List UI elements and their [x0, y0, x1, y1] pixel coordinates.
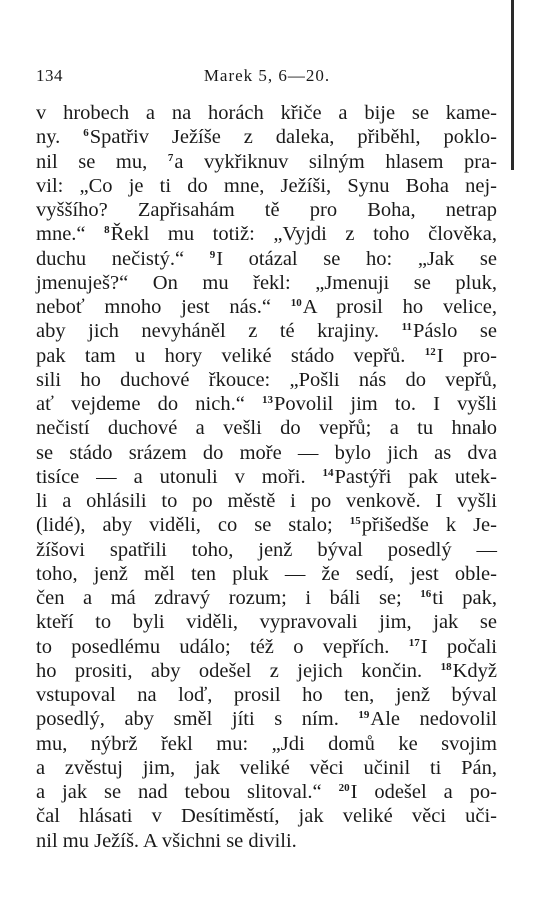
text-line — [36, 610, 497, 634]
verse-text: sili ho duchové řkouce: „Pošli nás do vepřů, — [36, 368, 497, 391]
text-line — [36, 513, 497, 537]
text-line — [36, 319, 497, 343]
verse-text: jmenuješ?“ On mu řekl: „Jmenuji se pluk, — [36, 271, 497, 294]
verse-number: 18 — [440, 660, 452, 673]
verse-text: nečistí duchové a vešli do vepřů; a tu hnalo — [36, 417, 497, 440]
verse-text: nil mu Ježíš. A všichni se divili. — [36, 829, 297, 852]
text-line — [36, 780, 497, 804]
text-line — [36, 392, 497, 416]
verse-text: ti pak, — [432, 587, 497, 609]
verse-number: 10 — [290, 297, 302, 309]
verse-text: tisíce — a utonuli v moři. — [36, 465, 323, 488]
text-line — [36, 198, 497, 222]
verse-text: A prosil ho velice, — [302, 296, 498, 318]
verse-number: 19 — [358, 709, 370, 722]
text-line — [36, 101, 497, 125]
verse-text: I pro- — [436, 344, 498, 367]
verse-text: I otázal se ho: „Jak se — [216, 247, 498, 270]
verse-text: vil: „Co je ti do mne, Ježíši, Synu Boha nej- — [36, 174, 497, 197]
verse-text: přišedše k Je- — [361, 514, 497, 537]
verse-text: v hrobech a na horách křiče a bije se kame- — [36, 102, 497, 124]
verse-text: I odešel a po- — [350, 781, 497, 803]
text-line — [36, 125, 497, 149]
verse-text: a jak se nad tebou slitoval.“ — [36, 781, 339, 803]
verse-text: Povolil jim to. I vyšli — [273, 393, 497, 415]
text-line — [36, 707, 497, 731]
verse-text: li a ohlásili to po městě i po venkově. I vyšli — [36, 490, 497, 512]
page-number: 134 — [36, 66, 63, 85]
text-line — [36, 222, 497, 246]
page-edge-shadow — [511, 0, 514, 170]
text-line — [36, 732, 497, 756]
verse-text: Páslo se — [412, 320, 498, 343]
verse-text: a vykřiknuv silným hlasem pra- — [174, 150, 497, 173]
verse-text: čal hlásati v Desítiměstí, jak veliké věci uči- — [36, 805, 497, 828]
text-line — [36, 295, 497, 319]
text-line — [36, 804, 497, 828]
verse-text: čen a má zdravý rozum; i báli se; — [36, 587, 421, 609]
verse-number: 20 — [338, 782, 350, 794]
verse-text: mu, nýbrž řekl mu: „Jdi domů ke svojim — [36, 732, 497, 755]
text-line — [36, 150, 497, 174]
verse-text: to posedlému událo; též o vepřích. — [36, 635, 409, 658]
verse-text: pak tam u hory veliké stádo vepřů. — [36, 344, 425, 367]
text-line — [36, 489, 497, 513]
verse-number: 9 — [209, 248, 216, 261]
verse-text: (lidé), aby viděli, co se stalo; — [36, 514, 350, 537]
verse-text: kteří to byli viděli, vypravovali jim, jak se — [36, 611, 497, 634]
running-head: Marek 5, 6—20. — [203, 66, 331, 85]
text-line — [36, 174, 497, 198]
verse-text: neboť mnoho jest nás.“ — [36, 296, 291, 318]
verse-text: ny. — [36, 126, 84, 149]
verse-text: ať vejdeme do nich.“ — [36, 393, 262, 415]
verse-text: toho, jenž měl ten pluk — že sedí, jest oble- — [36, 562, 497, 585]
verse-number: 7 — [167, 151, 174, 164]
text-line — [36, 562, 497, 586]
verse-number: 17 — [408, 636, 420, 649]
text-line — [36, 416, 497, 440]
verse-number: 11 — [401, 321, 412, 334]
verse-text: se stádo srázem do moře — bylo jich as dva — [36, 441, 497, 464]
body-text — [36, 101, 497, 853]
verse-text: Spatřiv Ježíše z daleka, přiběhl, poklo- — [89, 126, 497, 149]
text-line — [36, 271, 497, 295]
text-line — [36, 635, 497, 659]
text-line — [36, 683, 497, 707]
verse-number: 13 — [261, 394, 273, 406]
verse-number: 16 — [420, 588, 432, 600]
text-line — [36, 465, 497, 489]
page-header — [36, 66, 498, 90]
verse-text: žíšovi spatřili toho, jenž býval posedlý — — [36, 538, 497, 561]
verse-number: 15 — [349, 515, 361, 528]
verse-text: Pastýři pak utek- — [334, 465, 498, 488]
verse-text: Když — [452, 659, 497, 682]
verse-text: vyššího? Zapřisahám tě pro Boha, netrap — [36, 199, 497, 221]
verse-number: 12 — [424, 345, 436, 358]
verse-text: aby jich nevyháněl z té krajiny. — [36, 320, 402, 343]
verse-text: vstupoval na loď, prosil ho ten, jenž býval — [36, 684, 497, 706]
text-line — [36, 538, 497, 562]
verse-number: 6 — [83, 127, 89, 140]
text-line — [36, 368, 497, 392]
text-line — [36, 441, 497, 465]
verse-text: Řekl mu totiž: „Vyjdi z toho člověka, — [110, 223, 497, 246]
text-line — [36, 659, 497, 683]
verse-text: Ale nedovolil — [370, 708, 497, 731]
text-line — [36, 344, 497, 368]
verse-text: I počali — [420, 635, 497, 658]
verse-number: 8 — [104, 224, 110, 237]
verse-text: ho prositi, aby odešel z jejich končin. — [36, 659, 441, 682]
text-line — [36, 756, 497, 780]
verse-text: nil se mu, — [36, 150, 168, 173]
text-line — [36, 247, 497, 271]
verse-text: a zvěstuj jim, jak veliké věci učinil ti Pán, — [36, 756, 497, 779]
text-line — [36, 586, 497, 610]
verse-text: mne.“ — [36, 223, 105, 246]
verse-text: posedlý, aby směl jíti s ním. — [36, 708, 359, 731]
verse-number: 14 — [322, 466, 334, 479]
verse-text: duchu nečistý.“ — [36, 247, 210, 270]
text-line — [36, 829, 497, 853]
